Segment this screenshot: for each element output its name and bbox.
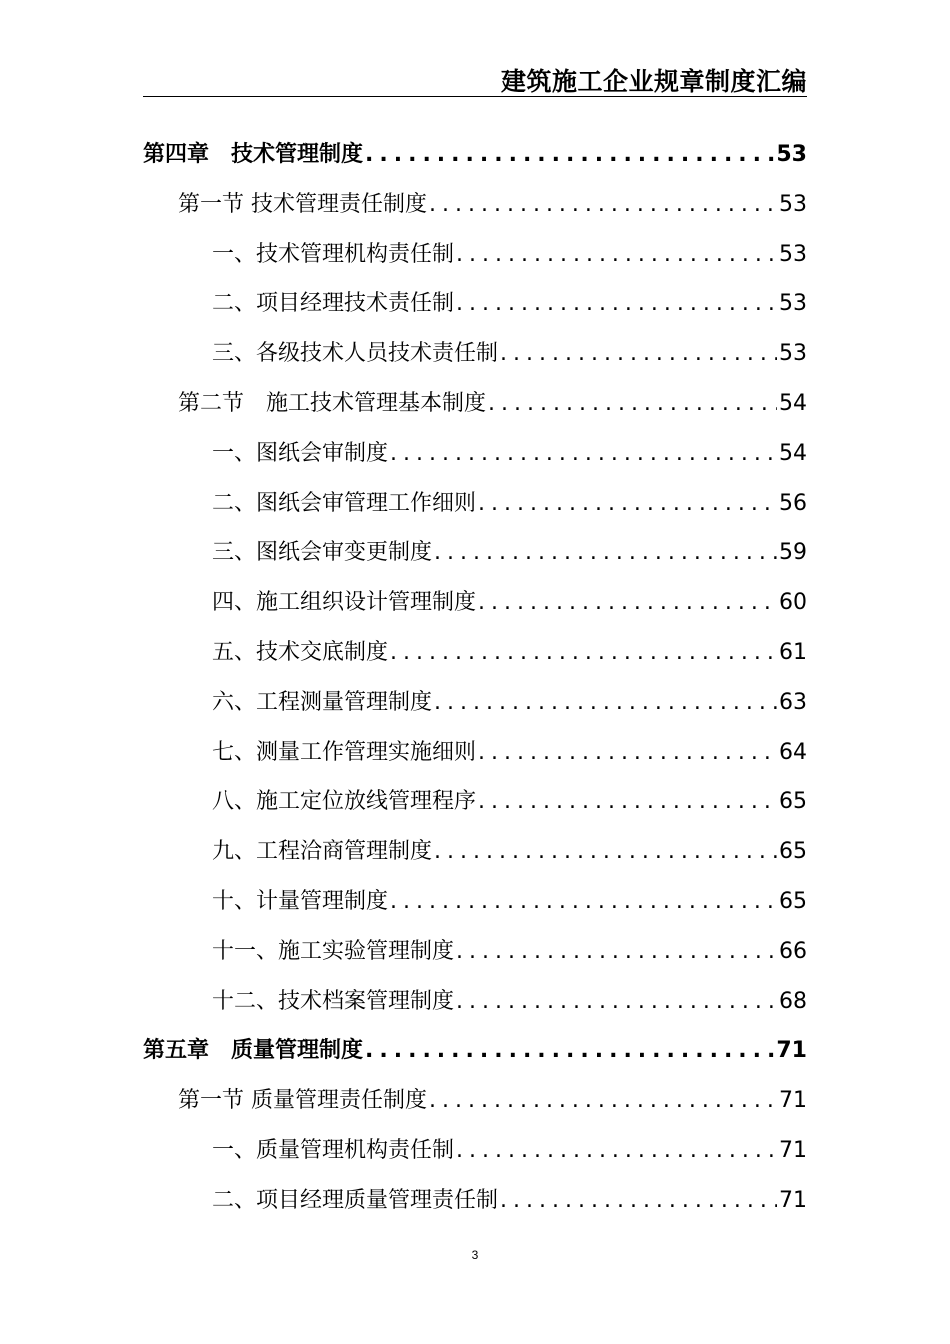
toc-entry-item[interactable] (143, 625, 807, 675)
toc-dot-leader (454, 989, 777, 1014)
toc-entry-section[interactable] (143, 177, 807, 227)
toc-entry-page: 60 (779, 590, 807, 616)
toc-entry-item[interactable] (143, 974, 807, 1024)
toc-entry-label: 七、测量工作管理实施细则 (212, 739, 477, 765)
toc-dot-leader (476, 491, 777, 516)
toc-entry-label: 九、工程洽商管理制度 (212, 839, 433, 865)
toc-dot-leader (476, 740, 777, 765)
page-number: 3 (471, 1248, 479, 1262)
toc-entry-label: 十一、施工实验管理制度 (212, 938, 455, 964)
toc-entry-label: 三、图纸会审变更制度 (212, 540, 433, 566)
toc-entry-page: 71 (776, 1038, 807, 1064)
toc-entry-label: 第四章 技术管理制度 (143, 142, 364, 167)
toc-dot-leader (454, 242, 777, 267)
toc-entry-item[interactable] (143, 476, 807, 526)
document-title: 建筑施工企业规章制度汇编 (500, 67, 807, 96)
toc-entry-item[interactable] (143, 426, 807, 476)
toc-dot-leader (476, 590, 777, 615)
toc-entry-item[interactable] (143, 774, 807, 824)
toc-entry-page: 61 (779, 639, 807, 665)
toc-entry-section[interactable] (143, 376, 807, 426)
toc-entry-page: 53 (776, 142, 807, 167)
toc-entry-label: 十二、技术档案管理制度 (212, 988, 455, 1014)
toc-entry-label: 四、施工组织设计管理制度 (212, 590, 477, 616)
toc-entry-page: 54 (779, 390, 807, 416)
toc-entry-label: 五、技术交底制度 (212, 639, 389, 665)
toc-entry-label: 一、质量管理机构责任制 (212, 1137, 455, 1163)
toc-dot-leader (454, 939, 777, 964)
toc-dot-leader (427, 192, 777, 217)
toc-entry-page: 63 (779, 689, 807, 715)
toc-dot-leader (363, 142, 774, 167)
toc-entry-label: 第二节 施工技术管理基本制度 (178, 390, 487, 416)
toc-entry-label: 一、技术管理机构责任制 (212, 241, 455, 267)
toc-entry-label: 二、图纸会审管理工作细则 (212, 490, 477, 516)
toc-entry-page: 71 (779, 1187, 807, 1213)
toc-entry-section[interactable] (143, 1073, 807, 1123)
toc-entry-page: 53 (779, 291, 807, 317)
toc-entry-label: 二、项目经理质量管理责任制 (212, 1187, 499, 1213)
toc-entry-label: 第五章 质量管理制度 (143, 1038, 364, 1064)
toc-entry-page: 65 (779, 839, 807, 865)
toc-entry-chapter[interactable] (143, 1023, 807, 1073)
toc-entry-page: 53 (779, 241, 807, 267)
toc-entry-page: 64 (779, 739, 807, 765)
toc-entry-page: 71 (779, 1137, 807, 1163)
toc-entry-label: 三、各级技术人员技术责任制 (212, 341, 499, 367)
toc-entry-label: 六、工程测量管理制度 (212, 689, 433, 715)
toc-dot-leader (388, 441, 777, 466)
toc-entry-item[interactable] (143, 924, 807, 974)
toc-dot-leader (476, 789, 777, 814)
toc-dot-leader (454, 1138, 777, 1163)
toc-dot-leader (363, 1038, 774, 1063)
toc-dot-leader (432, 839, 777, 864)
toc-dot-leader (454, 291, 777, 316)
header-divider (143, 96, 807, 97)
toc-entry-page: 66 (779, 938, 807, 964)
toc-entry-page: 54 (779, 440, 807, 466)
toc-dot-leader (486, 391, 777, 416)
toc-entry-item[interactable] (143, 675, 807, 725)
toc-entry-item[interactable] (143, 725, 807, 775)
toc-dot-leader (432, 690, 777, 715)
toc-entry-page: 53 (779, 341, 807, 367)
toc-entry-label: 第一节 质量管理责任制度 (178, 1088, 427, 1114)
toc-dot-leader (432, 540, 777, 565)
toc-dot-leader (498, 1188, 777, 1213)
toc-entry-chapter[interactable] (143, 127, 807, 177)
toc-entry-label: 十、计量管理制度 (212, 888, 389, 914)
toc-entry-page: 65 (779, 789, 807, 815)
toc-entry-label: 一、图纸会审制度 (212, 440, 389, 466)
toc-entry-label: 第一节 技术管理责任制度 (178, 191, 427, 217)
toc-entry-label: 二、项目经理技术责任制 (212, 291, 455, 317)
table-of-contents (143, 127, 807, 1223)
toc-entry-item[interactable] (143, 824, 807, 874)
toc-entry-page: 71 (779, 1088, 807, 1114)
toc-entry-page: 68 (779, 988, 807, 1014)
toc-entry-item[interactable] (143, 874, 807, 924)
toc-entry-item[interactable] (143, 227, 807, 277)
toc-entry-item[interactable] (143, 525, 807, 575)
toc-entry-item[interactable] (143, 1173, 807, 1223)
toc-entry-page: 65 (779, 888, 807, 914)
toc-entry-page: 56 (779, 490, 807, 516)
toc-entry-page: 59 (779, 540, 807, 566)
toc-entry-item[interactable] (143, 1123, 807, 1173)
toc-dot-leader (498, 341, 777, 366)
toc-dot-leader (427, 1088, 777, 1113)
toc-entry-item[interactable] (143, 276, 807, 326)
toc-entry-item[interactable] (143, 326, 807, 376)
toc-entry-item[interactable] (143, 575, 807, 625)
toc-entry-page: 53 (779, 191, 807, 217)
toc-dot-leader (388, 640, 777, 665)
toc-entry-label: 八、施工定位放线管理程序 (212, 789, 477, 815)
toc-dot-leader (388, 889, 777, 914)
